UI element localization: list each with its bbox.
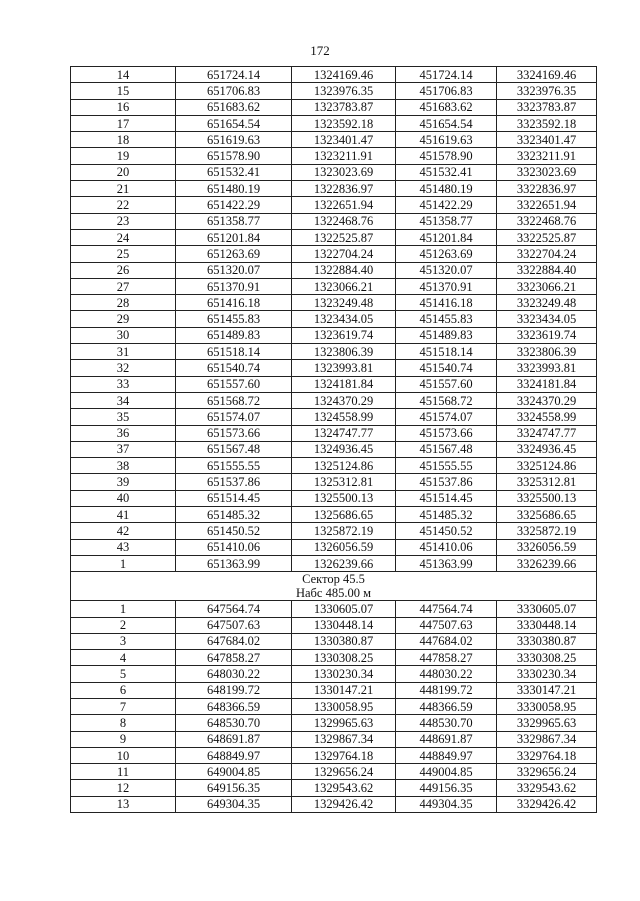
y2-coordinate-cell: 3324181.84 — [497, 376, 597, 392]
table-row — [71, 539, 597, 555]
coordinates-table — [70, 66, 597, 813]
x2-coordinate-cell: 448849.97 — [396, 747, 497, 763]
point-number-cell: 24 — [71, 229, 176, 245]
y2-coordinate-cell: 3329867.34 — [497, 731, 597, 747]
y-coordinate-cell: 1329965.63 — [292, 715, 396, 731]
table-row — [71, 474, 597, 490]
y-coordinate-cell: 1324370.29 — [292, 392, 396, 408]
point-number-cell: 35 — [71, 409, 176, 425]
x-coordinate-cell: 651358.77 — [176, 213, 292, 229]
y2-coordinate-cell: 3323023.69 — [497, 164, 597, 180]
point-number-cell: 17 — [71, 115, 176, 131]
table-row — [71, 181, 597, 197]
y2-coordinate-cell: 3322884.40 — [497, 262, 597, 278]
x2-coordinate-cell: 447858.27 — [396, 650, 497, 666]
x2-coordinate-cell: 451514.45 — [396, 490, 497, 506]
y2-coordinate-cell: 3330308.25 — [497, 650, 597, 666]
x-coordinate-cell: 651363.99 — [176, 555, 292, 571]
x-coordinate-cell: 651370.91 — [176, 278, 292, 294]
x-coordinate-cell: 647507.63 — [176, 617, 292, 633]
x-coordinate-cell: 651706.83 — [176, 83, 292, 99]
x2-coordinate-cell: 451578.90 — [396, 148, 497, 164]
y2-coordinate-cell: 3322704.24 — [497, 246, 597, 262]
y2-coordinate-cell: 3329764.18 — [497, 747, 597, 763]
table-row — [71, 523, 597, 539]
y2-coordinate-cell: 3325500.13 — [497, 490, 597, 506]
y-coordinate-cell: 1323434.05 — [292, 311, 396, 327]
y-coordinate-cell: 1322836.97 — [292, 181, 396, 197]
point-number-cell: 7 — [71, 698, 176, 714]
x-coordinate-cell: 651654.54 — [176, 115, 292, 131]
table-row — [71, 425, 597, 441]
x2-coordinate-cell: 451358.77 — [396, 213, 497, 229]
x-coordinate-cell: 648030.22 — [176, 666, 292, 682]
y-coordinate-cell: 1322525.87 — [292, 229, 396, 245]
point-number-cell: 3 — [71, 633, 176, 649]
y2-coordinate-cell: 3322651.94 — [497, 197, 597, 213]
y-coordinate-cell: 1325872.19 — [292, 523, 396, 539]
x-coordinate-cell: 648849.97 — [176, 747, 292, 763]
table-row — [71, 601, 597, 617]
y-coordinate-cell: 1325124.86 — [292, 458, 396, 474]
x-coordinate-cell: 651557.60 — [176, 376, 292, 392]
x-coordinate-cell: 651574.07 — [176, 409, 292, 425]
y2-coordinate-cell: 3330605.07 — [497, 601, 597, 617]
table-row — [71, 796, 597, 812]
sector-cell — [71, 572, 597, 601]
y2-coordinate-cell: 3326056.59 — [497, 539, 597, 555]
point-number-cell: 37 — [71, 441, 176, 457]
table-row — [71, 344, 597, 360]
point-number-cell: 42 — [71, 523, 176, 539]
table-row — [71, 633, 597, 649]
x-coordinate-cell: 648691.87 — [176, 731, 292, 747]
y2-coordinate-cell: 3323592.18 — [497, 115, 597, 131]
y-coordinate-cell: 1323211.91 — [292, 148, 396, 164]
x2-coordinate-cell: 451574.07 — [396, 409, 497, 425]
table-row — [71, 278, 597, 294]
x2-coordinate-cell: 448199.72 — [396, 682, 497, 698]
point-number-cell: 8 — [71, 715, 176, 731]
x-coordinate-cell: 647858.27 — [176, 650, 292, 666]
y2-coordinate-cell: 3323066.21 — [497, 278, 597, 294]
point-number-cell: 12 — [71, 780, 176, 796]
table-row — [71, 507, 597, 523]
point-number-cell: 10 — [71, 747, 176, 763]
y-coordinate-cell: 1330448.14 — [292, 617, 396, 633]
table-row — [71, 780, 597, 796]
point-number-cell: 15 — [71, 83, 176, 99]
x2-coordinate-cell: 451263.69 — [396, 246, 497, 262]
point-number-cell: 14 — [71, 67, 176, 83]
y2-coordinate-cell: 3323619.74 — [497, 327, 597, 343]
x2-coordinate-cell: 451201.84 — [396, 229, 497, 245]
table-row — [71, 132, 597, 148]
y-coordinate-cell: 1330605.07 — [292, 601, 396, 617]
point-number-cell: 6 — [71, 682, 176, 698]
point-number-cell: 19 — [71, 148, 176, 164]
x2-coordinate-cell: 451557.60 — [396, 376, 497, 392]
x2-coordinate-cell: 451489.83 — [396, 327, 497, 343]
x-coordinate-cell: 651485.32 — [176, 507, 292, 523]
x2-coordinate-cell: 451573.66 — [396, 425, 497, 441]
table-row — [71, 392, 597, 408]
y-coordinate-cell: 1323976.35 — [292, 83, 396, 99]
x2-coordinate-cell: 448030.22 — [396, 666, 497, 682]
y2-coordinate-cell: 3324558.99 — [497, 409, 597, 425]
x-coordinate-cell: 651724.14 — [176, 67, 292, 83]
x2-coordinate-cell: 451532.41 — [396, 164, 497, 180]
point-number-cell: 36 — [71, 425, 176, 441]
point-number-cell: 1 — [71, 555, 176, 571]
x-coordinate-cell: 649004.85 — [176, 764, 292, 780]
x2-coordinate-cell: 449156.35 — [396, 780, 497, 796]
table-row — [71, 650, 597, 666]
y2-coordinate-cell: 3330380.87 — [497, 633, 597, 649]
point-number-cell: 39 — [71, 474, 176, 490]
x2-coordinate-cell: 451363.99 — [396, 555, 497, 571]
y-coordinate-cell: 1330308.25 — [292, 650, 396, 666]
table-row — [71, 376, 597, 392]
x-coordinate-cell: 651489.83 — [176, 327, 292, 343]
sector-row — [71, 572, 597, 601]
table-row — [71, 682, 597, 698]
x2-coordinate-cell: 449004.85 — [396, 764, 497, 780]
y-coordinate-cell: 1323783.87 — [292, 99, 396, 115]
y2-coordinate-cell: 3330147.21 — [497, 682, 597, 698]
x-coordinate-cell: 651578.90 — [176, 148, 292, 164]
point-number-cell: 21 — [71, 181, 176, 197]
y-coordinate-cell: 1325686.65 — [292, 507, 396, 523]
sector-title: Сектор 45.5 — [302, 572, 365, 587]
table-row — [71, 731, 597, 747]
x2-coordinate-cell: 448366.59 — [396, 698, 497, 714]
x-coordinate-cell: 651480.19 — [176, 181, 292, 197]
point-number-cell: 18 — [71, 132, 176, 148]
page-number: 172 — [310, 43, 330, 58]
table-row — [71, 83, 597, 99]
y2-coordinate-cell: 3323806.39 — [497, 344, 597, 360]
point-number-cell: 41 — [71, 507, 176, 523]
y-coordinate-cell: 1322704.24 — [292, 246, 396, 262]
y2-coordinate-cell: 3323783.87 — [497, 99, 597, 115]
x-coordinate-cell: 651619.63 — [176, 132, 292, 148]
y-coordinate-cell: 1323023.69 — [292, 164, 396, 180]
y-coordinate-cell: 1322651.94 — [292, 197, 396, 213]
x2-coordinate-cell: 448691.87 — [396, 731, 497, 747]
y-coordinate-cell: 1330058.95 — [292, 698, 396, 714]
y2-coordinate-cell: 3324169.46 — [497, 67, 597, 83]
x2-coordinate-cell: 447564.74 — [396, 601, 497, 617]
point-number-cell: 4 — [71, 650, 176, 666]
x2-coordinate-cell: 451410.06 — [396, 539, 497, 555]
x-coordinate-cell: 651201.84 — [176, 229, 292, 245]
y2-coordinate-cell: 3323434.05 — [497, 311, 597, 327]
table-row — [71, 213, 597, 229]
y2-coordinate-cell: 3323249.48 — [497, 295, 597, 311]
y2-coordinate-cell: 3329543.62 — [497, 780, 597, 796]
table-row — [71, 99, 597, 115]
x-coordinate-cell: 649156.35 — [176, 780, 292, 796]
table-row — [71, 115, 597, 131]
x-coordinate-cell: 651416.18 — [176, 295, 292, 311]
y2-coordinate-cell: 3325124.86 — [497, 458, 597, 474]
x2-coordinate-cell: 451455.83 — [396, 311, 497, 327]
y-coordinate-cell: 1326239.66 — [292, 555, 396, 571]
y-coordinate-cell: 1323592.18 — [292, 115, 396, 131]
point-number-cell: 11 — [71, 764, 176, 780]
y-coordinate-cell: 1324558.99 — [292, 409, 396, 425]
y2-coordinate-cell: 3325312.81 — [497, 474, 597, 490]
y-coordinate-cell: 1329656.24 — [292, 764, 396, 780]
x-coordinate-cell: 651555.55 — [176, 458, 292, 474]
point-number-cell: 25 — [71, 246, 176, 262]
x2-coordinate-cell: 451619.63 — [396, 132, 497, 148]
x-coordinate-cell: 647684.02 — [176, 633, 292, 649]
table-row — [71, 555, 597, 571]
y-coordinate-cell: 1329867.34 — [292, 731, 396, 747]
x2-coordinate-cell: 448530.70 — [396, 715, 497, 731]
x2-coordinate-cell: 447684.02 — [396, 633, 497, 649]
sector-altitude: Набс 485.00 м — [295, 586, 372, 601]
point-number-cell: 20 — [71, 164, 176, 180]
point-number-cell: 27 — [71, 278, 176, 294]
y-coordinate-cell: 1329764.18 — [292, 747, 396, 763]
x-coordinate-cell: 651518.14 — [176, 344, 292, 360]
x2-coordinate-cell: 451683.62 — [396, 99, 497, 115]
point-number-cell: 34 — [71, 392, 176, 408]
x2-coordinate-cell: 451370.91 — [396, 278, 497, 294]
x2-coordinate-cell: 451450.52 — [396, 523, 497, 539]
table-row — [71, 229, 597, 245]
point-number-cell: 9 — [71, 731, 176, 747]
point-number-cell: 5 — [71, 666, 176, 682]
table-row — [71, 148, 597, 164]
y-coordinate-cell: 1326056.59 — [292, 539, 396, 555]
point-number-cell: 23 — [71, 213, 176, 229]
y2-coordinate-cell: 3325872.19 — [497, 523, 597, 539]
x2-coordinate-cell: 451568.72 — [396, 392, 497, 408]
point-number-cell: 22 — [71, 197, 176, 213]
y-coordinate-cell: 1323993.81 — [292, 360, 396, 376]
y2-coordinate-cell: 3330230.34 — [497, 666, 597, 682]
y2-coordinate-cell: 3323401.47 — [497, 132, 597, 148]
x-coordinate-cell: 648530.70 — [176, 715, 292, 731]
x-coordinate-cell: 648366.59 — [176, 698, 292, 714]
y-coordinate-cell: 1323619.74 — [292, 327, 396, 343]
point-number-cell: 1 — [71, 601, 176, 617]
x2-coordinate-cell: 451555.55 — [396, 458, 497, 474]
table-row — [71, 715, 597, 731]
x-coordinate-cell: 651450.52 — [176, 523, 292, 539]
point-number-cell: 30 — [71, 327, 176, 343]
y-coordinate-cell: 1324169.46 — [292, 67, 396, 83]
y2-coordinate-cell: 3329965.63 — [497, 715, 597, 731]
y-coordinate-cell: 1322468.76 — [292, 213, 396, 229]
y2-coordinate-cell: 3322525.87 — [497, 229, 597, 245]
y2-coordinate-cell: 3329656.24 — [497, 764, 597, 780]
x2-coordinate-cell: 451654.54 — [396, 115, 497, 131]
y-coordinate-cell: 1324747.77 — [292, 425, 396, 441]
y-coordinate-cell: 1329426.42 — [292, 796, 396, 812]
y-coordinate-cell: 1323806.39 — [292, 344, 396, 360]
x2-coordinate-cell: 451537.86 — [396, 474, 497, 490]
y2-coordinate-cell: 3322468.76 — [497, 213, 597, 229]
point-number-cell: 28 — [71, 295, 176, 311]
y-coordinate-cell: 1325500.13 — [292, 490, 396, 506]
x-coordinate-cell: 651422.29 — [176, 197, 292, 213]
y2-coordinate-cell: 3330058.95 — [497, 698, 597, 714]
x-coordinate-cell: 651568.72 — [176, 392, 292, 408]
x2-coordinate-cell: 451540.74 — [396, 360, 497, 376]
table-row — [71, 246, 597, 262]
point-number-cell: 38 — [71, 458, 176, 474]
point-number-cell: 29 — [71, 311, 176, 327]
point-number-cell: 26 — [71, 262, 176, 278]
table-row — [71, 164, 597, 180]
y2-coordinate-cell: 3324747.77 — [497, 425, 597, 441]
table-row — [71, 617, 597, 633]
x2-coordinate-cell: 451706.83 — [396, 83, 497, 99]
x-coordinate-cell: 651540.74 — [176, 360, 292, 376]
x-coordinate-cell: 647564.74 — [176, 601, 292, 617]
y-coordinate-cell: 1324181.84 — [292, 376, 396, 392]
y-coordinate-cell: 1323249.48 — [292, 295, 396, 311]
x-coordinate-cell: 649304.35 — [176, 796, 292, 812]
y-coordinate-cell: 1325312.81 — [292, 474, 396, 490]
y2-coordinate-cell: 3326239.66 — [497, 555, 597, 571]
x2-coordinate-cell: 451485.32 — [396, 507, 497, 523]
y2-coordinate-cell: 3322836.97 — [497, 181, 597, 197]
y-coordinate-cell: 1330380.87 — [292, 633, 396, 649]
y2-coordinate-cell: 3325686.65 — [497, 507, 597, 523]
table-row — [71, 458, 597, 474]
table-row — [71, 360, 597, 376]
x2-coordinate-cell: 451422.29 — [396, 197, 497, 213]
sector-header — [71, 572, 597, 601]
table-row — [71, 698, 597, 714]
y-coordinate-cell: 1323066.21 — [292, 278, 396, 294]
point-number-cell: 16 — [71, 99, 176, 115]
x-coordinate-cell: 648199.72 — [176, 682, 292, 698]
table-row — [71, 327, 597, 343]
x2-coordinate-cell: 449304.35 — [396, 796, 497, 812]
table-row — [71, 197, 597, 213]
x-coordinate-cell: 651514.45 — [176, 490, 292, 506]
table-row — [71, 295, 597, 311]
x2-coordinate-cell: 451567.48 — [396, 441, 497, 457]
x-coordinate-cell: 651537.86 — [176, 474, 292, 490]
y-coordinate-cell: 1330230.34 — [292, 666, 396, 682]
table-row — [71, 764, 597, 780]
point-number-cell: 33 — [71, 376, 176, 392]
y-coordinate-cell: 1329543.62 — [292, 780, 396, 796]
x2-coordinate-cell: 447507.63 — [396, 617, 497, 633]
point-number-cell: 40 — [71, 490, 176, 506]
x-coordinate-cell: 651410.06 — [176, 539, 292, 555]
y2-coordinate-cell: 3323976.35 — [497, 83, 597, 99]
table-row — [71, 441, 597, 457]
x-coordinate-cell: 651532.41 — [176, 164, 292, 180]
x-coordinate-cell: 651455.83 — [176, 311, 292, 327]
point-number-cell: 13 — [71, 796, 176, 812]
x-coordinate-cell: 651320.07 — [176, 262, 292, 278]
x-coordinate-cell: 651573.66 — [176, 425, 292, 441]
table-row — [71, 666, 597, 682]
x-coordinate-cell: 651683.62 — [176, 99, 292, 115]
y2-coordinate-cell: 3323211.91 — [497, 148, 597, 164]
table-row — [71, 311, 597, 327]
table-row — [71, 67, 597, 83]
x-coordinate-cell: 651567.48 — [176, 441, 292, 457]
x2-coordinate-cell: 451518.14 — [396, 344, 497, 360]
point-number-cell: 43 — [71, 539, 176, 555]
table-row — [71, 747, 597, 763]
x2-coordinate-cell: 451416.18 — [396, 295, 497, 311]
y2-coordinate-cell: 3324936.45 — [497, 441, 597, 457]
table-body-top — [71, 67, 597, 572]
y2-coordinate-cell: 3323993.81 — [497, 360, 597, 376]
point-number-cell: 32 — [71, 360, 176, 376]
table-body-bottom — [71, 601, 597, 813]
point-number-cell: 31 — [71, 344, 176, 360]
y-coordinate-cell: 1323401.47 — [292, 132, 396, 148]
point-number-cell: 2 — [71, 617, 176, 633]
y2-coordinate-cell: 3330448.14 — [497, 617, 597, 633]
x2-coordinate-cell: 451724.14 — [396, 67, 497, 83]
y-coordinate-cell: 1330147.21 — [292, 682, 396, 698]
x2-coordinate-cell: 451480.19 — [396, 181, 497, 197]
y-coordinate-cell: 1322884.40 — [292, 262, 396, 278]
y2-coordinate-cell: 3324370.29 — [497, 392, 597, 408]
table-row — [71, 262, 597, 278]
y-coordinate-cell: 1324936.45 — [292, 441, 396, 457]
table-row — [71, 490, 597, 506]
x2-coordinate-cell: 451320.07 — [396, 262, 497, 278]
table-row — [71, 409, 597, 425]
y2-coordinate-cell: 3329426.42 — [497, 796, 597, 812]
x-coordinate-cell: 651263.69 — [176, 246, 292, 262]
